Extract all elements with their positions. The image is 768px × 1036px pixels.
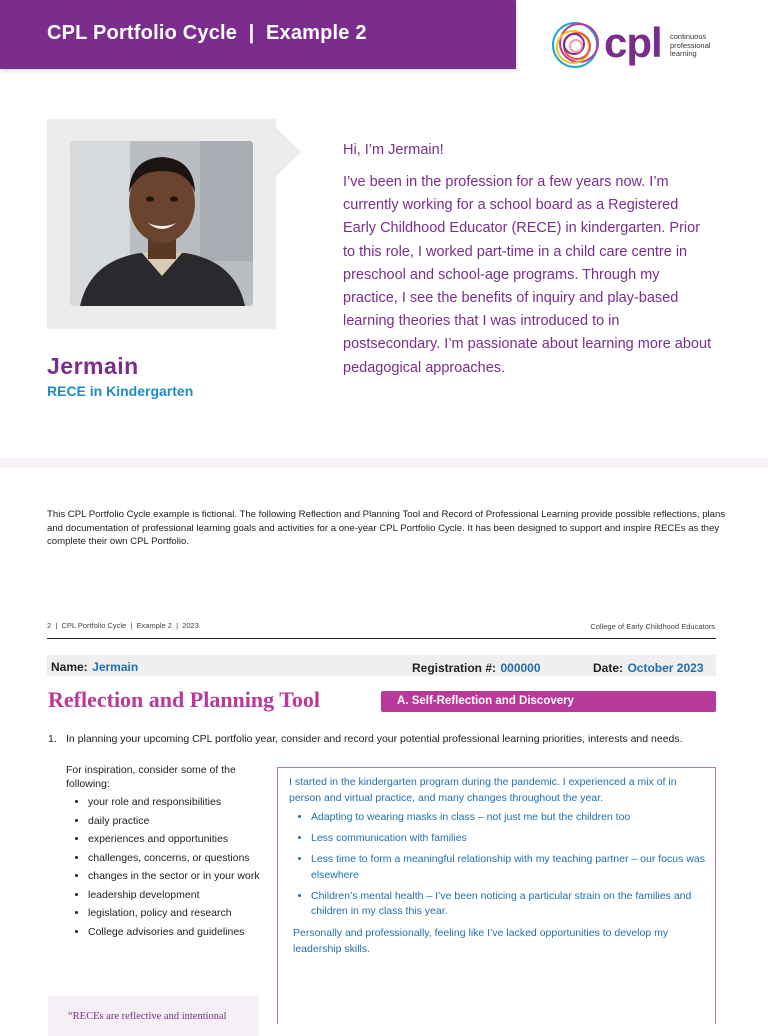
date-field xyxy=(593,659,704,677)
list-item: • Adapting to wearing masks in class – not just me but the children too xyxy=(311,810,731,826)
bio-paragraph: I’ve been in the profession for a few years now. I’m currently working for a school board as a Registered Early Childhood Educator (RECE) in kindergarten. Prior to this role, I worked part-time in a child care centre in preschool and school-age programs. Through my practice, I see the benefits of inquiry and play-based learning theories that I was introduced to in postsecondary. I’m passionate about learning more about pedagogical approaches. xyxy=(343,174,712,376)
logo-tagline: continuous professional learning xyxy=(670,32,711,58)
answer-list xyxy=(289,810,731,925)
inspiration-list xyxy=(66,795,266,939)
question-1 xyxy=(48,733,683,745)
page-header-left: 2 | CPL Portfolio Cycle | Example 2 | 2023 xyxy=(47,621,199,630)
person-role: RECE in Kindergarten xyxy=(47,383,194,399)
list-item: • College advisories and guidelines xyxy=(88,925,266,939)
person-name: Jermain xyxy=(47,353,139,379)
list-item: • changes in the sector or in your work xyxy=(88,869,266,883)
section-divider xyxy=(0,458,768,468)
question-number: 1. xyxy=(48,733,57,745)
disclaimer-text: This CPL Portfolio Cycle example is fictional. The following Reflection and Planning Tool and Record of Professional Learning provide possible reflections, plans and documentation of professional learning goals and activities for a one-year CPL Portfolio Cycle. It has been designed to support and inspire RECEs as they complete their own CPL Portfolio. xyxy=(47,509,726,548)
section-label xyxy=(381,691,716,712)
list-item: • Children’s mental health – I’ve been noticing a particular strain on the families and children in my class this year. xyxy=(311,889,731,920)
inspiration-panel xyxy=(66,763,266,943)
name-field xyxy=(51,658,138,676)
info-bar xyxy=(47,655,716,676)
profile-photo xyxy=(70,141,253,306)
speech-pointer xyxy=(276,128,301,176)
list-item: • Less communication with families xyxy=(311,831,731,847)
quote-text: “RECEs are reflective and intentional xyxy=(68,1011,227,1022)
section-label-text: A. Self-Reflection and Discovery xyxy=(397,695,575,707)
tool-title: Reflection and Planning Tool xyxy=(48,687,321,712)
page-header-rule xyxy=(47,638,716,639)
inspiration-intro: For inspiration, consider some of the following: xyxy=(66,764,236,790)
greeting: Hi, I’m Jermain! xyxy=(343,142,444,158)
date-value: October 2023 xyxy=(627,661,704,675)
page-header-right: College of Early Childhood Educators xyxy=(590,622,715,631)
list-item: • experiences and opportunities xyxy=(88,832,266,846)
cpl-logo-rings xyxy=(548,16,606,74)
answer-intro: I started in the kindergarten program during the pandemic. I experienced a mix of in person and virtual practice, and many changes throughout the year. xyxy=(289,776,677,804)
date-label: Date: xyxy=(593,661,624,675)
list-item: • leadership development xyxy=(88,888,266,902)
registration-value: 000000 xyxy=(500,661,541,675)
registration-field xyxy=(412,659,541,677)
name-value: Jermain xyxy=(92,660,139,674)
list-item: • daily practice xyxy=(88,814,266,828)
list-item: • your role and responsibilities xyxy=(88,795,266,809)
list-item: • legislation, policy and research xyxy=(88,906,266,920)
registration-label: Registration #: xyxy=(412,661,497,675)
question-text: In planning your upcoming CPL portfolio year, consider and record your potential professional learning priorities, interests and needs. xyxy=(66,733,683,745)
logo-wordmark: cpl xyxy=(604,19,662,66)
list-item: • challenges, concerns, or questions xyxy=(88,851,266,865)
list-item: • Less time to form a meaningful relationship with my teaching partner – our focus was elsewhere xyxy=(311,852,731,883)
document-title: CPL Portfolio Cycle | Example 2 xyxy=(47,22,367,44)
answer-outro: Personally and professionally, feeling like I’ve lacked opportunities to develop my leadership skills. xyxy=(293,927,669,955)
name-label: Name: xyxy=(51,660,88,674)
